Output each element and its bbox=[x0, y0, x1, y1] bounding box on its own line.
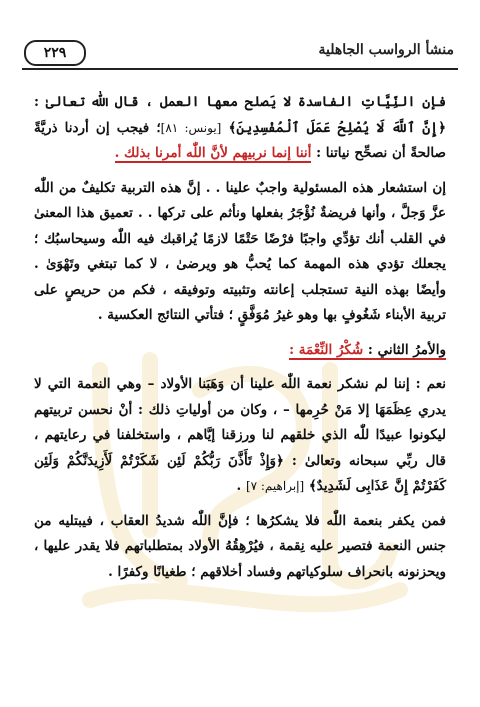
paragraph-1-text-a: فإن النِّيَّاتِ الفاسدة لا يَصلح معها العمل ، قال اللّٰه تعالىٰ : ﴿إِنَّ ٱللَّهَ لَا يُصْلِحُ عَمَلَ ٱلْمُفْسِدِينَ﴾ bbox=[34, 94, 446, 136]
page-header bbox=[22, 40, 458, 74]
section-heading-prefix: والأمرُ الثاني : bbox=[363, 341, 446, 358]
paragraph-2: إن استشعار هذه المسئولية واجبٌ علينا . . إنَّ هذه التربية تكليفٌ من اللّٰه عزَّ وَجلَّ ، وأنها فريضةٌ نُؤْجَرُ بفعلها ونأثم على تركها . . تعميق هذا المعنىٰ في القلب أنك تؤدِّي واجبًا فرْضًا حَتْمًا لازمًا يُراقبك فيه اللّٰه وسيحاسبُك ؛ يجعلك تؤدي هذه المهمة كما يُحبُّ هو ويرضىٰ ، لا كما تبتغي وتَهْوَىٰ . وأيضًا بهذه النية تستجلب إعانته وتثبيته وتوفيقه ، فكم من حريصٍ على تربية الأبناء شَغُوفٍ بها وهو غيرُ مُوَفَّقٍ ؛ فتأتي النتائج العكسية . bbox=[34, 179, 446, 323]
paragraph-3 bbox=[34, 372, 446, 500]
section-heading bbox=[34, 338, 446, 364]
page-number-badge: ٢٢٩ bbox=[24, 40, 86, 66]
verse-reference-yunus: [يونس: ٨١] bbox=[160, 120, 222, 135]
page-body bbox=[34, 90, 446, 594]
paragraph-3-text-b: . bbox=[236, 478, 246, 494]
paragraph-1-text-b: ؛ فيجب إن أردنا ذريَّةً صالحةً أن نصحِّح نياتنا : bbox=[34, 119, 446, 161]
paragraph-1 bbox=[34, 90, 446, 167]
paragraph-3-text-a: نعم : إننا لم نشكر نعمة اللّٰه علينا أن وَهَبَنا الأولاد – وهي النعمة التي لا يدري عِظَمَهَا إلا مَنْ حُرِمها – ، وكان من أولياتِ ذلك : أنْ نحسن تربيتهم ليكونوا عبيدًا للّٰه الذي خلقهم لنا ورزقنا إيَّاهم ، واستخلفنا في رعايتهم ، قال ربِّي سبحانه وتعالىٰ : ﴿وَإِذْ تَأَذَّنَ رَبُّكُمْ لَئِن شَكَرْتُمْ لَأَزِيدَنَّكُمْ وَلَئِن كَفَرْتُمْ إِنَّ عَذَابِى لَشَدِيدٌ﴾ bbox=[34, 376, 446, 494]
section-heading-title: شُكْرُ النِّعْمَة : bbox=[289, 341, 364, 358]
header-divider bbox=[22, 68, 458, 70]
paragraph-4: فمن يكفر بنعمة اللّٰه فلا يشكرُها ؛ فإنَّ اللّٰه شديدُ العقاب ، فيبتليه من جنس النعمة فتصير عليه نِقمة ، فيُرْهِقُهُ الأولاد بمتطلباتهم فلا يقدر عليها ، ويحزنونه بانحراف سلوكياتهم وفساد أخلاقهم ؛ طغيانًا وكفرًا . bbox=[34, 512, 446, 580]
highlighted-intention: أننا إنما نربيهم لأنَّ اللّٰه أمرنا بذلك . bbox=[114, 145, 312, 161]
running-title: منشأ الرواسب الجاهلية bbox=[318, 42, 454, 58]
verse-reference-ibrahim: [إبراهيم: ٧] bbox=[245, 479, 305, 493]
